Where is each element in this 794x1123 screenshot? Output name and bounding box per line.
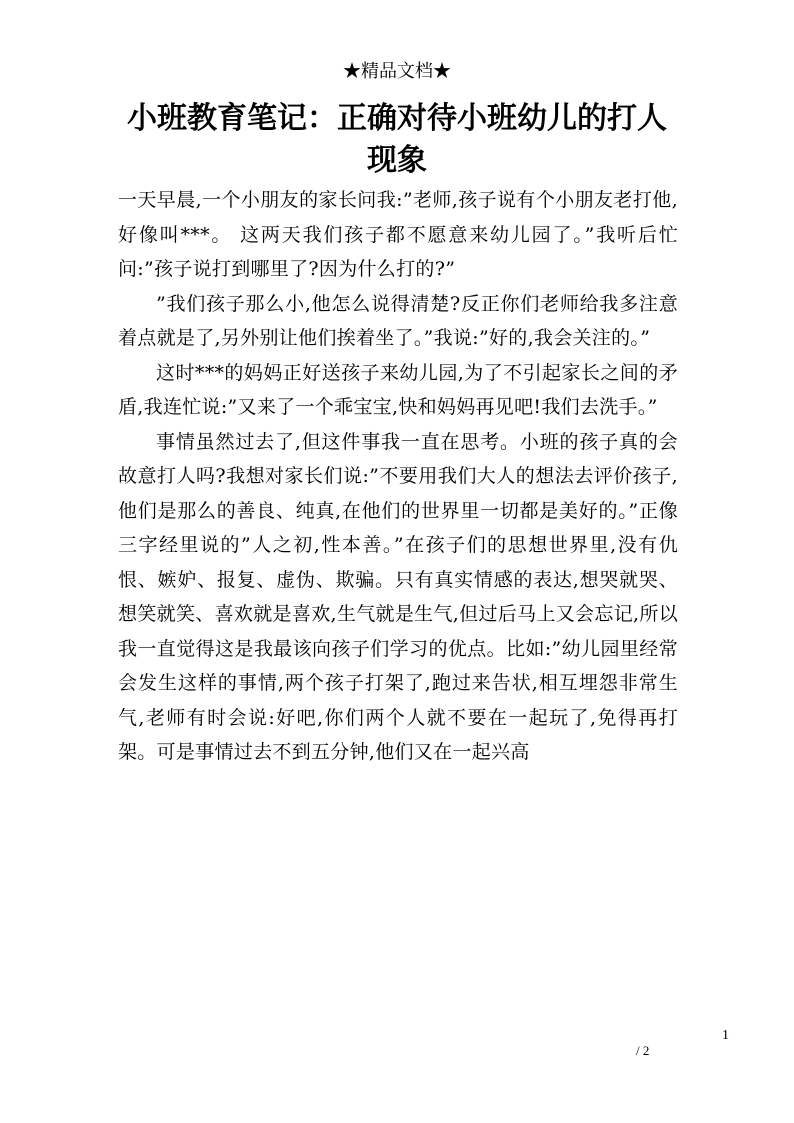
paragraph-4: 事情虽然过去了,但这件事我一直在思考。小班的孩子真的会故意打人吗?我想对家长们说:”不要用我们大人的想法去评价孩子,他们是那么的善良、纯真,在他们的世界里一切都是美好的。”正像三字经里说的”人之初,性本善。”在孩子们的思想世界里,没有仇恨、嫉妒、报复、虚伪、欺骗。只有真实情感的表达,想哭就哭、想笑就笑、喜欢就是喜欢,生气就是生气,但过后马上又会忘记,所以我一直觉得这是我最该向孩子们学习的优点。比如:”幼儿园里经常会发生这样的事情,两个孩子打架了,跑过来告状,相互埋怨非常生气,老师有时会说:好吧,你们两个人就不要在一起玩了,免得再打架。可是事情过去不到五分钟,他们又在一起兴高 [118,430,678,763]
paragraph-1: 一天早晨,一个小朋友的家长问我:”老师,孩子说有个小朋友老打他,好像叫***。 这两天我们孩子都不愿意来幼儿园了。”我听后忙问:”孩子说打到哪里了?因为什么打的?” [118,189,678,280]
document-body [118,183,678,770]
paragraph-3: 这时***的妈妈正好送孩子来幼儿园,为了不引起家长之间的矛盾,我连忙说:”又来了一个乖宝宝,快和妈妈再见吧!我们去洗手。” [118,361,678,418]
document-header: ★精品文档★ [343,61,451,82]
page-count: / 2 [636,1043,650,1058]
document-title: 小班教育笔记：正确对待小班幼儿的打人现象 [127,101,667,178]
page-number: 1 [722,1028,729,1043]
paragraph-2: ”我们孩子那么小,他怎么说得清楚?反正你们老师给我多注意着点就是了,另外别让他们挨着坐了。”我说:”好的,我会关注的。” [118,292,678,349]
